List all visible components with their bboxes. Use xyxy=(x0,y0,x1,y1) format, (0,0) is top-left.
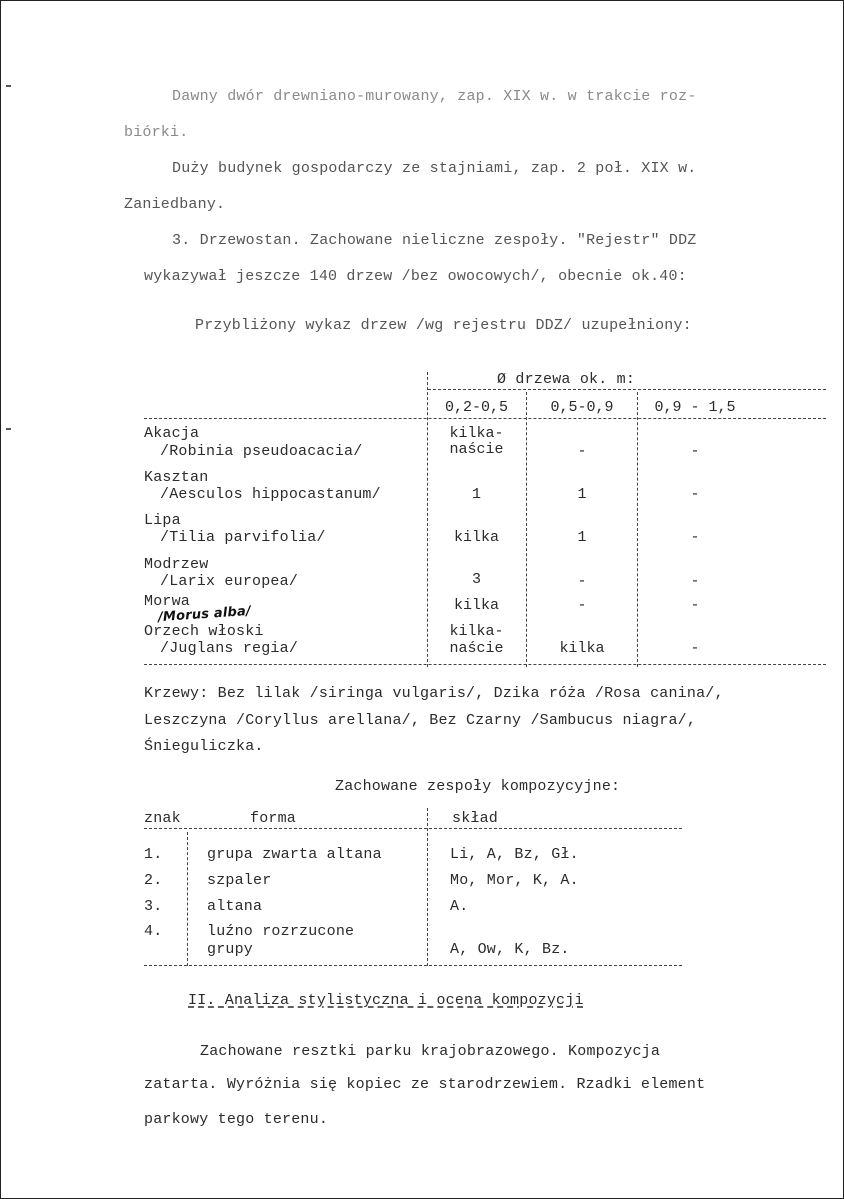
handwritten-latin: /Morus alba/ xyxy=(157,603,252,626)
col-header-sklad: skład xyxy=(452,810,499,827)
tree-name: Akacja xyxy=(144,425,200,442)
margin-mark xyxy=(6,428,11,430)
rule xyxy=(144,828,682,829)
composition-forma: luźno rozrzucone xyxy=(207,923,355,940)
composition-znak: 4. xyxy=(144,923,163,940)
dwor-line-1: Dawny dwór drewniano-murowany, zap. XIX w. w trakcie roz- xyxy=(172,88,697,105)
tree-name: Modrzew xyxy=(144,556,209,573)
tree-cell: - xyxy=(690,597,700,614)
col-header-3: 0,9 - 1,5 xyxy=(654,399,736,416)
rule xyxy=(144,664,826,665)
krzewy-line-2: Leszczyna /Coryllus arellana/, Bez Czarny /Sambucus niagra/, xyxy=(144,712,697,729)
col-header-1: 0,2-0,5 xyxy=(444,399,508,416)
composition-sklad: A. xyxy=(450,898,469,915)
col-header-forma: forma xyxy=(250,810,297,827)
composition-sklad: Mo, Mor, K, A. xyxy=(450,872,579,889)
tree-cell: kilka xyxy=(453,597,499,614)
tree-cell: kilka xyxy=(559,640,605,657)
tree-name: Morwa xyxy=(144,593,191,610)
composition-forma: grupa zwarta altana xyxy=(207,846,382,863)
tree-cell: - xyxy=(577,443,587,460)
col-header-znak: znak xyxy=(144,810,181,827)
tree-cell: 1 xyxy=(577,529,587,546)
tree-cell: - xyxy=(690,486,700,503)
column-divider xyxy=(637,392,638,667)
budynek-line-2: Zaniedbany. xyxy=(124,196,226,213)
tree-cell: - xyxy=(690,640,700,657)
drzewostan-line-1: 3. Drzewostan. Zachowane nieliczne zespoły. "Rejestr" DDZ xyxy=(172,232,697,249)
krzewy-line-1: Krzewy: Bez lilak /siringa vulgaris/, Dzika róża /Rosa canina/, xyxy=(144,685,724,702)
trees-caption: Przybliżony wykaz drzew /wg rejestru DDZ/ uzupełniony: xyxy=(195,317,692,334)
section-line-1: Zachowane resztki parku krajobrazowego. Kompozycja xyxy=(200,1043,661,1060)
krzewy-line-3: Śnieguliczka. xyxy=(144,738,264,755)
drzewostan-line-2: wykazywał jeszcze 140 drzew /bez owocowych/, obecnie ok.40: xyxy=(144,268,687,285)
dwor-line-2: biórki. xyxy=(124,124,189,141)
tree-latin: /Aesculos hippocastanum/ xyxy=(160,486,381,503)
section-heading: II. Analiza stylistyczna i ocena kompozycji xyxy=(188,992,584,1009)
tree-cell: kilka- xyxy=(449,623,504,640)
tree-latin: /Juglans regia/ xyxy=(160,640,299,657)
tree-cell: kilka xyxy=(453,529,499,546)
composition-znak: 2. xyxy=(144,872,163,889)
rule xyxy=(428,389,826,390)
budynek-line-1: Duży budynek gospodarczy ze stajniami, zap. 2 poł. XIX w. xyxy=(172,160,697,177)
composition-forma: szpaler xyxy=(207,872,272,889)
composition-caption: Zachowane zespoły kompozycyjne: xyxy=(335,778,621,795)
tree-cell: 1 xyxy=(577,486,587,503)
composition-forma: altana xyxy=(207,898,263,915)
tree-cell: - xyxy=(690,529,700,546)
rule xyxy=(144,418,826,419)
tree-cell: - xyxy=(690,443,700,460)
composition-znak: 1. xyxy=(144,846,163,863)
column-divider xyxy=(187,832,188,966)
composition-znak: 3. xyxy=(144,898,163,915)
tree-cell: naście xyxy=(449,640,504,657)
col-header-2: 0,5-0,9 xyxy=(550,399,614,416)
section-line-2: zatarta. Wyróżnia się kopiec ze starodrzewiem. Rzadki element xyxy=(144,1076,706,1093)
tree-name: Kasztan xyxy=(144,469,209,486)
section-line-3: parkowy tego terenu. xyxy=(144,1111,329,1128)
tree-cell: - xyxy=(577,573,587,590)
rule xyxy=(144,965,682,966)
tree-latin: /Tilia parvifolia/ xyxy=(160,529,326,546)
column-divider xyxy=(427,808,428,966)
tree-cell: 3 xyxy=(471,571,481,588)
trees-group-header: Ø drzewa ok. m: xyxy=(497,371,636,388)
tree-cell: - xyxy=(690,573,700,590)
tree-name: Lipa xyxy=(144,512,181,529)
margin-mark xyxy=(6,85,11,87)
tree-cell: naście xyxy=(449,441,504,458)
tree-name: Orzech włoski xyxy=(144,623,264,640)
composition-sklad: A, Ow, K, Bz. xyxy=(450,941,570,958)
tree-latin: /Larix europea/ xyxy=(160,573,299,590)
tree-cell: - xyxy=(577,597,587,614)
tree-cell: kilka- xyxy=(449,425,504,442)
composition-sklad: Li, A, Bz, Gł. xyxy=(450,846,579,863)
tree-cell: 1 xyxy=(471,486,481,503)
composition-forma: grupy xyxy=(207,941,254,958)
tree-latin: /Robinia pseudoacacia/ xyxy=(160,443,363,460)
